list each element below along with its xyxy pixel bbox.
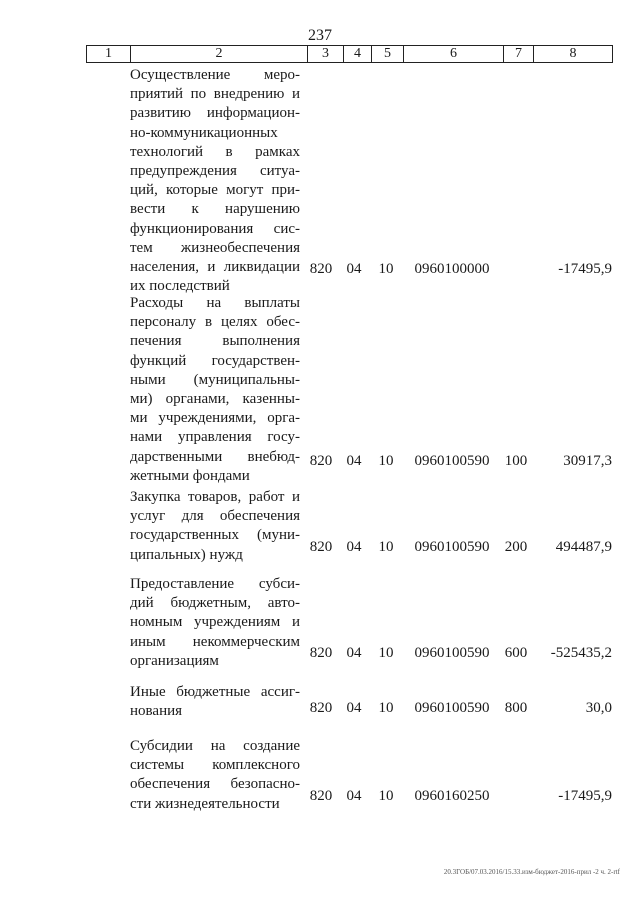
- amount: -525435,2: [550, 645, 612, 661]
- subsection-code: 10: [378, 453, 394, 469]
- grbs-code: 820: [309, 700, 333, 716]
- desc-line: персоналу в целях обес-: [130, 314, 300, 331]
- desc-line: сти жизнедеятельности: [130, 795, 280, 812]
- header-col-8: 8: [569, 46, 577, 61]
- desc-line: обеспечения безопасно-: [130, 776, 300, 793]
- section-code: 04: [346, 261, 362, 277]
- target-article-code: 0960100590: [414, 645, 490, 661]
- desc-line: функций государствен-: [130, 352, 300, 369]
- desc-line: ми учреждениями, орга-: [130, 410, 300, 427]
- section-code: 04: [346, 453, 362, 469]
- desc-line: номным учреждениям и: [130, 614, 300, 631]
- amount: 30,0: [585, 700, 612, 716]
- table-header-row: [86, 45, 613, 63]
- desc-line: предупреждения ситуа-: [130, 162, 300, 179]
- desc-line: Закупка товаров, работ и: [130, 489, 300, 505]
- row-description: [130, 737, 300, 814]
- desc-line: дий бюджетным, авто-: [130, 595, 300, 612]
- desc-line: но-коммуникационных: [130, 124, 278, 141]
- subsection-code: 10: [378, 645, 394, 661]
- desc-line: ми) органами, казенны-: [130, 390, 300, 407]
- amount: 30917,3: [563, 453, 612, 469]
- subsection-code: 10: [378, 539, 394, 555]
- subsection-code: 10: [378, 700, 394, 716]
- grbs-code: 820: [309, 261, 333, 277]
- row-description: [130, 66, 300, 296]
- desc-line: приятий по внедрению и: [130, 86, 300, 103]
- header-col-2: 2: [131, 46, 308, 62]
- desc-line: вести к нарушению: [130, 201, 300, 218]
- subsection-code: 10: [378, 788, 394, 804]
- amount: -17495,9: [558, 788, 612, 804]
- amount: 494487,9: [555, 539, 612, 555]
- desc-line: функционирования сис-: [130, 220, 300, 237]
- page-number: 237: [308, 27, 332, 44]
- desc-line: печения выполнения: [130, 333, 300, 350]
- desc-line: Иные бюджетные ассиг-: [130, 684, 300, 700]
- target-article-code: 0960100590: [414, 700, 490, 716]
- desc-line: тем жизнеобеспечения: [130, 239, 300, 256]
- desc-line: Предоставление субси-: [130, 576, 300, 592]
- target-article-code: 0960160250: [414, 788, 490, 804]
- target-article-code: 0960100590: [414, 539, 490, 555]
- grbs-code: 820: [309, 645, 333, 661]
- header-col-6: 6: [404, 46, 504, 62]
- section-code: 04: [346, 788, 362, 804]
- header-col-5: 5: [372, 46, 404, 62]
- grbs-code: 820: [309, 788, 333, 804]
- desc-line: государственных (муни-: [130, 527, 300, 544]
- desc-line: услуг для обеспечения: [130, 508, 300, 525]
- header-col-7: 7: [504, 46, 534, 62]
- grbs-code: 820: [309, 539, 333, 555]
- expense-type-code: 600: [504, 645, 528, 661]
- section-code: 04: [346, 700, 362, 716]
- header-col-1: 1: [87, 46, 131, 62]
- desc-line: технологий в рамках: [130, 143, 300, 160]
- desc-line: жетными фондами: [130, 467, 250, 484]
- desc-line: организациям: [130, 652, 219, 669]
- row-description: [130, 488, 300, 565]
- desc-line: Осуществление меро-: [130, 67, 300, 83]
- target-article-code: 0960100000: [414, 261, 490, 277]
- desc-line: ными (муниципальны-: [130, 371, 300, 388]
- desc-line: ципальных) нужд: [130, 546, 243, 563]
- desc-line: Субсидии на создание: [130, 738, 300, 754]
- document-footer: 20.3ГОБ/07.03.2016/15.33.изм-бюджет-2016-прил -2 ч. 2-rtf: [443, 868, 620, 876]
- expense-type-code: 200: [504, 539, 528, 555]
- expense-type-code: 800: [504, 700, 528, 716]
- subsection-code: 10: [378, 261, 394, 277]
- amount: -17495,9: [558, 261, 612, 277]
- desc-line: развитию информацион-: [130, 105, 300, 122]
- row-description: [130, 294, 300, 486]
- desc-line: Расходы на выплаты: [130, 295, 300, 311]
- desc-line: ций, которые могут при-: [130, 182, 300, 199]
- desc-line: их последствий: [130, 278, 230, 295]
- desc-line: населения, и ликвидации: [130, 258, 300, 275]
- row-description: [130, 575, 300, 671]
- row-description: [130, 683, 300, 721]
- desc-line: иным некоммерческим: [130, 633, 300, 650]
- expense-type-code: 100: [504, 453, 528, 469]
- section-code: 04: [346, 645, 362, 661]
- section-code: 04: [346, 539, 362, 555]
- grbs-code: 820: [309, 453, 333, 469]
- desc-line: нования: [130, 703, 183, 720]
- header-col-4: 4: [344, 46, 372, 62]
- desc-line: системы комплексного: [130, 757, 300, 774]
- header-col-3: 3: [308, 46, 344, 62]
- desc-line: дарственными внебюд-: [130, 448, 300, 465]
- desc-line: нами управления госу-: [130, 429, 300, 446]
- target-article-code: 0960100590: [414, 453, 490, 469]
